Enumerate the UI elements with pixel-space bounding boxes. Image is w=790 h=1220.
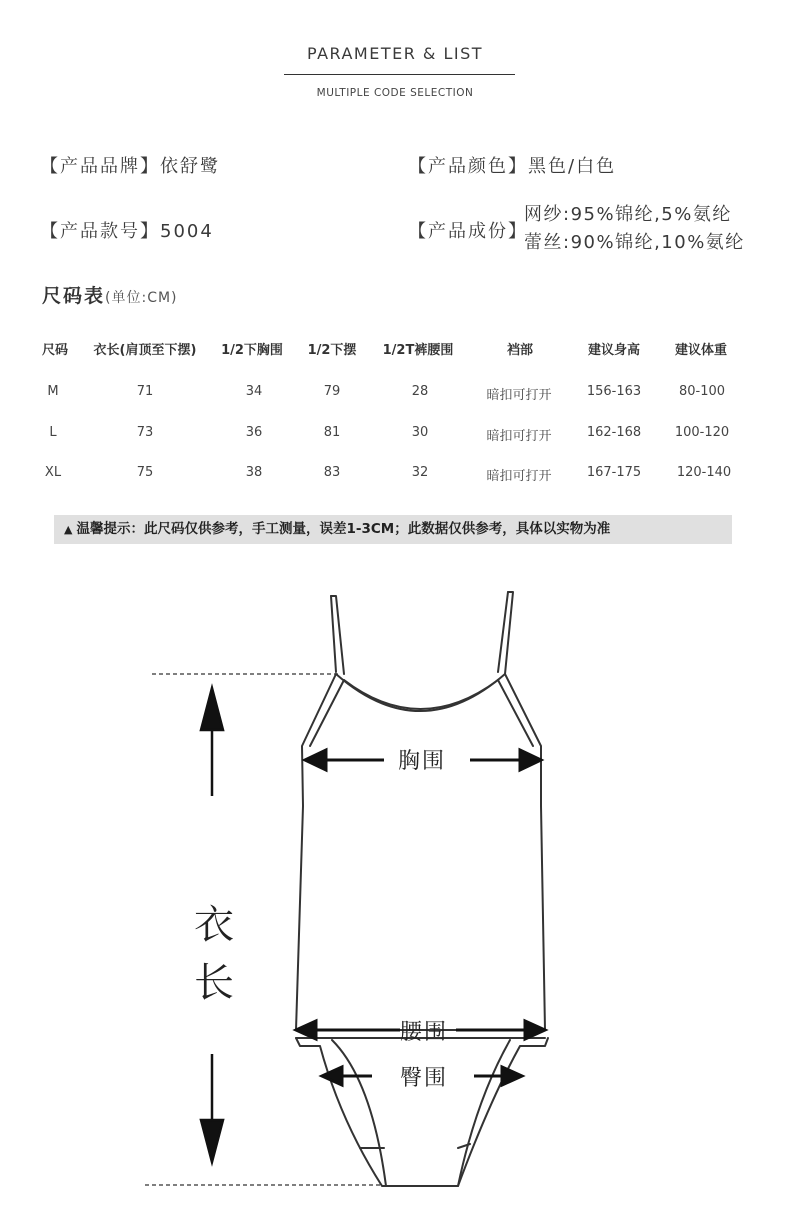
- col-header-size: 尺码: [41, 343, 69, 358]
- composition-line-lace: 蕾丝:90%锦纶,10%氨纶: [524, 232, 745, 253]
- section-subtitle: MULTIPLE CODE SELECTION: [316, 87, 474, 99]
- table-cell: 73: [136, 425, 154, 440]
- left-side-seam: [296, 674, 336, 1030]
- section-title: PARAMETER & LIST: [306, 44, 484, 63]
- table-cell: L: [49, 425, 57, 440]
- brand-value: 依舒鹭: [160, 156, 220, 177]
- waist-arrow-right: [525, 1021, 545, 1039]
- size-chart-title: 尺码表: [42, 285, 106, 307]
- notice-bar: [54, 515, 732, 544]
- table-cell: 32: [411, 465, 429, 480]
- table-cell: 162-168: [586, 425, 642, 440]
- col-header-underbust: 1/2下胸围: [221, 343, 283, 358]
- size-chart-unit: (单位:CM): [105, 290, 178, 306]
- table-cell: 167-175: [586, 465, 642, 480]
- table-cell: 120-140: [676, 465, 732, 480]
- table-cell: 36: [245, 425, 263, 440]
- garment-outline-svg: [0, 560, 790, 1216]
- composition-line-mesh: 网纱:95%锦纶,5%氨纶: [524, 204, 732, 225]
- table-cell: 71: [136, 384, 154, 399]
- length-label-char-1: 衣: [194, 902, 234, 948]
- table-cell: 30: [411, 425, 429, 440]
- table-cell: XL: [44, 465, 62, 480]
- chest-label: 胸围: [398, 749, 447, 774]
- size-chart-heading: [42, 281, 178, 308]
- model-info: [40, 217, 214, 243]
- hip-label: 臀围: [400, 1066, 449, 1091]
- composition-key: 【产品成份】: [408, 221, 528, 242]
- table-cell: M: [47, 384, 59, 399]
- col-header-weight: 建议体重: [674, 343, 728, 358]
- length-arrow-down: [201, 1120, 223, 1162]
- length-arrow-up: [201, 688, 223, 730]
- table-cell: 80-100: [678, 384, 726, 399]
- length-label-char-2: 长: [194, 960, 234, 1006]
- waist-label: 腰围: [400, 1020, 449, 1045]
- color-value: 黑色/白色: [528, 156, 617, 177]
- col-header-height: 建议身高: [587, 343, 641, 358]
- model-value: 5004: [160, 221, 214, 242]
- chest-arrow-right: [520, 750, 541, 770]
- color-key: 【产品颜色】: [408, 156, 528, 177]
- model-key: 【产品款号】: [40, 221, 160, 242]
- col-header-brief-waist: 1/2T裤腰围: [382, 343, 454, 358]
- table-cell: 38: [245, 465, 263, 480]
- table-cell: 156-163: [586, 384, 642, 399]
- col-header-crotch: 裆部: [506, 343, 534, 358]
- table-cell: 34: [245, 384, 263, 399]
- table-cell: 暗扣可打开: [486, 388, 552, 403]
- color-info: [408, 152, 616, 178]
- warning-triangle-icon: ▲: [64, 523, 73, 536]
- table-cell: 83: [323, 465, 341, 480]
- right-side-seam: [505, 674, 545, 1030]
- col-header-hem: 1/2下摆: [307, 343, 357, 358]
- table-cell: 暗扣可打开: [486, 429, 552, 444]
- brand-key: 【产品品牌】: [40, 156, 160, 177]
- table-cell: 81: [323, 425, 341, 440]
- composition-values: [524, 201, 745, 257]
- table-cell: 79: [323, 384, 341, 399]
- table-cell: 100-120: [674, 425, 730, 440]
- chest-arrow-left: [305, 750, 326, 770]
- table-cell: 75: [136, 465, 154, 480]
- table-cell: 暗扣可打开: [486, 469, 552, 484]
- notice-text: 温馨提示：此尺码仅供参考，手工测量，误差1-3CM；此数据仅供参考，具体以实物为准: [76, 521, 611, 537]
- brand-info: [40, 152, 220, 178]
- title-divider: [284, 74, 515, 75]
- hip-arrow-right: [502, 1067, 522, 1085]
- measurement-diagram: [0, 560, 790, 1216]
- col-header-length: 衣长(肩顶至下摆): [93, 343, 197, 358]
- table-cell: 28: [411, 384, 429, 399]
- waist-arrow-left: [296, 1021, 316, 1039]
